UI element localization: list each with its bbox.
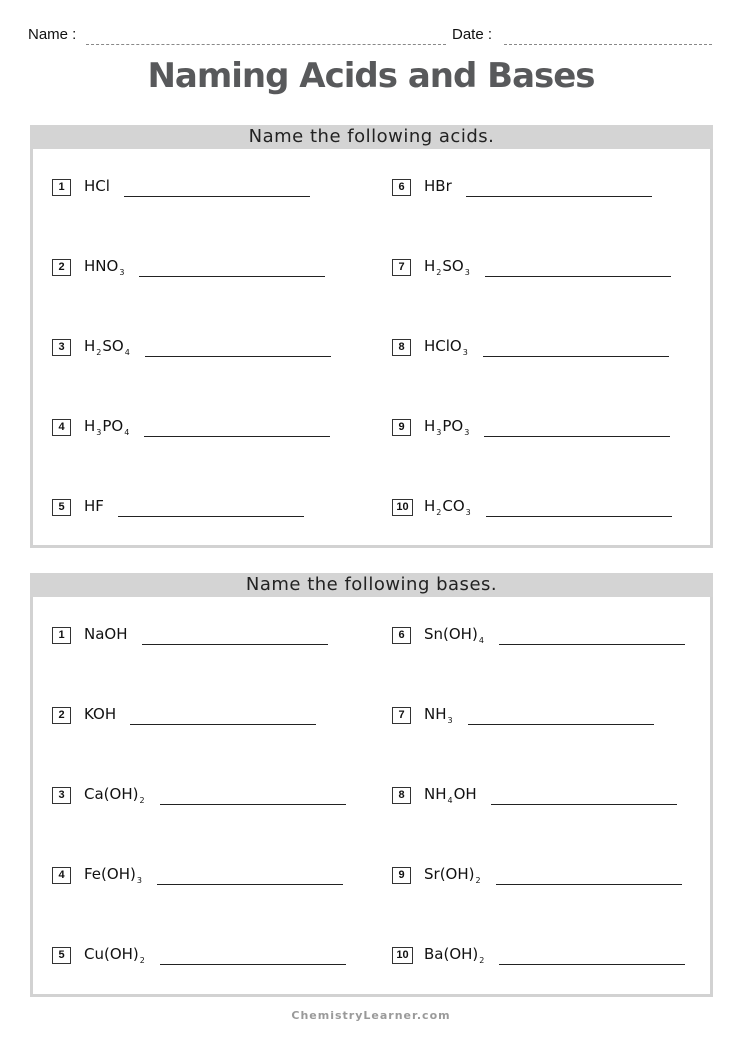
- answer-line[interactable]: [142, 644, 328, 645]
- question-number: 3: [52, 339, 71, 356]
- question-number: 8: [392, 339, 411, 356]
- answer-line[interactable]: [485, 276, 671, 277]
- chemical-formula: $H_2SO_3$: [424, 257, 470, 277]
- chemical-formula: HCl: [84, 177, 110, 195]
- chemical-formula: HBr: [424, 177, 452, 195]
- answer-line[interactable]: [486, 516, 672, 517]
- question-number: 10: [392, 947, 413, 964]
- answer-line[interactable]: [491, 804, 677, 805]
- answer-line[interactable]: [468, 724, 654, 725]
- chemical-formula: $H_2CO_3$: [424, 497, 471, 517]
- date-label: Date :: [452, 26, 493, 43]
- chemical-formula: $NH_4OH$: [424, 785, 477, 805]
- chemical-formula: HF: [84, 497, 104, 515]
- question-number: 7: [392, 707, 411, 724]
- question-number: 8: [392, 787, 411, 804]
- answer-line[interactable]: [496, 884, 682, 885]
- question-number: 4: [52, 867, 71, 884]
- footer-credit: ChemistryLearner.com: [291, 1009, 451, 1022]
- answer-line[interactable]: [484, 436, 670, 437]
- answer-line[interactable]: [124, 196, 310, 197]
- name-field[interactable]: [86, 44, 446, 45]
- question-number: 4: [52, 419, 71, 436]
- chemical-formula: $H_3PO_4$: [84, 417, 130, 437]
- chemical-formula: KOH: [84, 705, 117, 723]
- page-title: Naming Acids and Bases: [147, 56, 595, 96]
- answer-line[interactable]: [145, 356, 331, 357]
- answer-line[interactable]: [499, 964, 685, 965]
- answer-line[interactable]: [130, 724, 316, 725]
- chemical-formula: $H_3PO_3$: [424, 417, 470, 437]
- answer-line[interactable]: [160, 804, 346, 805]
- answer-line[interactable]: [466, 196, 652, 197]
- acids-heading: Name the following acids.: [30, 125, 713, 149]
- answer-line[interactable]: [483, 356, 669, 357]
- chemical-formula: NaOH: [84, 625, 128, 643]
- question-number: 7: [392, 259, 411, 276]
- name-label: Name :: [28, 26, 77, 43]
- chemical-formula: $Cu(OH)_2$: [84, 945, 145, 965]
- chemical-formula: $H_2SO_4$: [84, 337, 130, 357]
- question-number: 1: [52, 179, 71, 196]
- answer-line[interactable]: [157, 884, 343, 885]
- question-number: 10: [392, 499, 413, 516]
- answer-line[interactable]: [160, 964, 346, 965]
- question-number: 6: [392, 627, 411, 644]
- chemical-formula: $Fe(OH)_3$: [84, 865, 142, 885]
- question-number: 2: [52, 707, 71, 724]
- date-field[interactable]: [504, 44, 712, 45]
- answer-line[interactable]: [144, 436, 330, 437]
- chemical-formula: $Sr(OH)_2$: [424, 865, 481, 885]
- question-number: 2: [52, 259, 71, 276]
- question-number: 6: [392, 179, 411, 196]
- bases-heading: Name the following bases.: [30, 573, 713, 597]
- chemical-formula: $Sn(OH)_4$: [424, 625, 484, 645]
- question-number: 9: [392, 867, 411, 884]
- acids-section: [30, 125, 713, 548]
- bases-section: [30, 573, 713, 997]
- chemical-formula: $Ba(OH)_2$: [424, 945, 485, 965]
- question-number: 5: [52, 947, 71, 964]
- chemical-formula: $Ca(OH)_2$: [84, 785, 145, 805]
- question-number: 1: [52, 627, 71, 644]
- answer-line[interactable]: [118, 516, 304, 517]
- chemical-formula: HClO$_3$: [424, 337, 468, 357]
- answer-line[interactable]: [139, 276, 325, 277]
- question-number: 9: [392, 419, 411, 436]
- chemical-formula: $HNO_3$: [84, 257, 125, 277]
- answer-line[interactable]: [499, 644, 685, 645]
- question-number: 3: [52, 787, 71, 804]
- question-number: 5: [52, 499, 71, 516]
- chemical-formula: $NH_3$: [424, 705, 453, 725]
